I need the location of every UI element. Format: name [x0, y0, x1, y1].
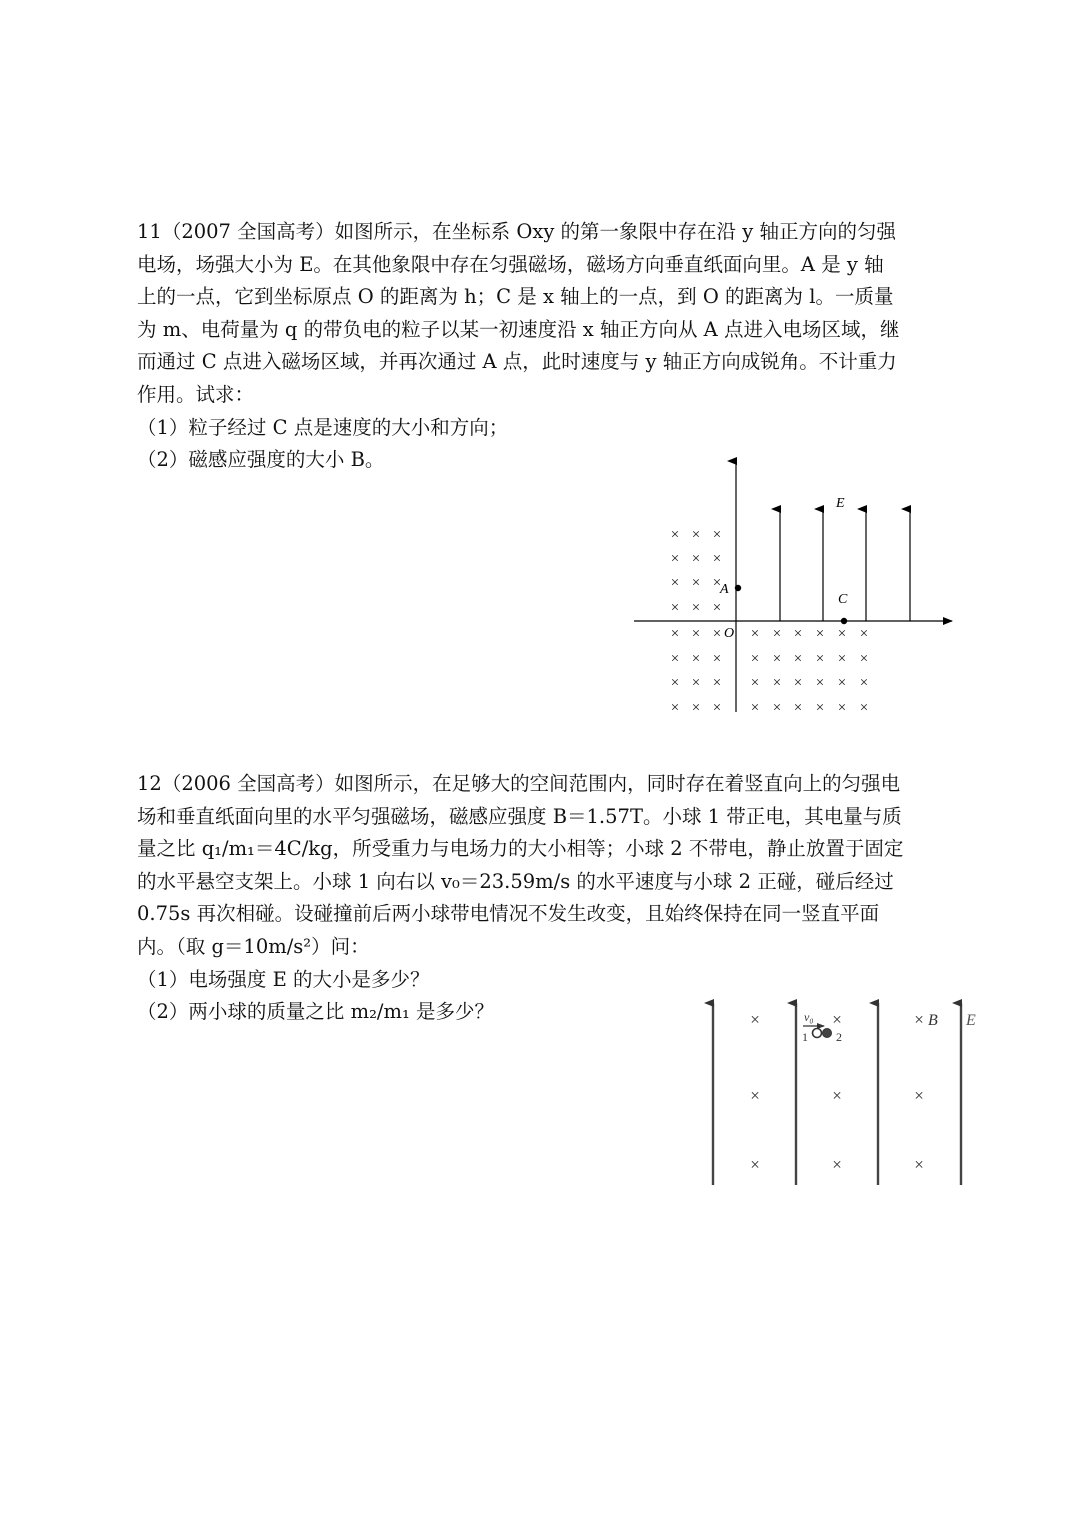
label-e: E	[966, 1012, 976, 1029]
magnetic-field-cross: ×	[691, 600, 701, 616]
magnetic-field-cross: ×	[750, 675, 760, 691]
problem-12-line: 内。（取 g＝10m/s²）问：	[137, 934, 370, 958]
magnetic-field-cross: ×	[793, 651, 803, 667]
magnetic-field-cross: ×	[914, 1010, 924, 1029]
magnetic-field-cross: ×	[691, 651, 701, 667]
magnetic-field-cross: ×	[691, 527, 701, 543]
magnetic-field-cross: ×	[837, 700, 847, 716]
magnetic-field-cross: ×	[859, 651, 869, 667]
magnetic-field-cross: ×	[815, 626, 825, 642]
magnetic-field-cross: ×	[670, 527, 680, 543]
magnetic-field-cross: ×	[793, 700, 803, 716]
magnetic-field-cross: ×	[914, 1155, 924, 1174]
magnetic-field-cross: ×	[750, 1010, 760, 1029]
magnetic-field-cross: ×	[837, 626, 847, 642]
label-o: O	[724, 626, 735, 641]
magnetic-field-cross: ×	[859, 675, 869, 691]
problem-11-question: （2）磁感应强度的大小 B。	[137, 448, 385, 472]
magnetic-field-cross: ×	[670, 700, 680, 716]
problem-12-text	[137, 768, 967, 1029]
magnetic-field-cross: ×	[712, 700, 722, 716]
problem-11-text	[137, 216, 967, 477]
magnetic-field-cross: ×	[691, 700, 701, 716]
magnetic-field-cross: ×	[712, 527, 722, 543]
label-e: E	[836, 496, 845, 511]
magnetic-field-cross: ×	[691, 626, 701, 642]
magnetic-field-cross: ×	[750, 700, 760, 716]
label-ball-1: 1	[802, 1030, 808, 1044]
problem-11-line: 为 m、电荷量为 q 的带负电的粒子以某一初速度沿 x 轴正方向从 A 点进入电场区域，继	[137, 317, 900, 341]
magnetic-field-cross: ×	[793, 626, 803, 642]
magnetic-field-cross: ×	[712, 575, 722, 591]
label-b: B	[928, 1012, 938, 1029]
magnetic-field-cross: ×	[793, 675, 803, 691]
magnetic-field-cross: ×	[691, 575, 701, 591]
magnetic-field-cross: ×	[670, 675, 680, 691]
magnetic-field-cross: ×	[750, 1086, 760, 1105]
problem-12-figure	[700, 995, 990, 1190]
problem-11-line: 电场，场强大小为 E。在其他象限中存在匀强磁场，磁场方向垂直纸面向里。A 是 y 轴	[137, 252, 884, 276]
magnetic-field-cross: ×	[832, 1155, 842, 1174]
magnetic-field-cross: ×	[670, 600, 680, 616]
magnetic-field-cross: ×	[712, 600, 722, 616]
label-ball-2: 2	[836, 1030, 842, 1044]
magnetic-field-cross: ×	[772, 700, 782, 716]
magnetic-field-cross: ×	[815, 675, 825, 691]
ball-1	[813, 1029, 822, 1038]
magnetic-field-cross: ×	[832, 1086, 842, 1105]
magnetic-field-cross: ×	[859, 626, 869, 642]
magnetic-field-cross: ×	[859, 700, 869, 716]
label-v0: v₀	[804, 1010, 814, 1024]
problem-11-figure	[630, 455, 960, 725]
magnetic-field-cross: ×	[772, 626, 782, 642]
problem-12-line: 0.75s 再次相碰。设碰撞前后两小球带电情况不发生改变，且始终保持在同一竖直平面	[137, 902, 880, 926]
problem-12-question: （1）电场强度 E 的大小是多少？	[137, 967, 430, 991]
magnetic-field-cross: ×	[837, 651, 847, 667]
magnetic-field-cross: ×	[670, 651, 680, 667]
problem-12-line: 量之比 q₁/m₁＝4C/kg，所受重力与电场力的大小相等；小球 2 不带电，静止放置于固定	[137, 837, 904, 861]
magnetic-field-cross: ×	[750, 651, 760, 667]
problem-12-line: 的水平悬空支架上。小球 1 向右以 v₀＝23.59m/s 的水平速度与小球 2 正碰，碰后经过	[137, 869, 894, 893]
magnetic-field-cross: ×	[750, 626, 760, 642]
problem-12-line: 场和垂直纸面向里的水平匀强磁场，磁感应强度 B＝1.57T。小球 1 带正电，其电量与质	[137, 804, 902, 828]
label-a: A	[720, 582, 729, 597]
magnetic-field-cross: ×	[691, 675, 701, 691]
magnetic-field-cross: ×	[712, 651, 722, 667]
magnetic-field-cross: ×	[832, 1010, 842, 1029]
magnetic-field-cross: ×	[691, 551, 701, 567]
problem-11-line: 作用。试求：	[137, 382, 255, 406]
magnetic-field-cross: ×	[750, 1155, 760, 1174]
magnetic-field-cross: ×	[670, 575, 680, 591]
magnetic-field-cross: ×	[712, 626, 722, 642]
magnetic-field-cross: ×	[837, 675, 847, 691]
problem-11-line: 11（2007 全国高考）如图所示，在坐标系 Oxy 的第一象限中存在沿 y 轴正方向的匀强	[137, 220, 896, 243]
problem-12-question: （2）两小球的质量之比 m₂/m₁ 是多少？	[137, 1000, 494, 1024]
magnetic-field-cross: ×	[914, 1086, 924, 1105]
problem-12-line: 12（2006 全国高考）如图所示，在足够大的空间范围内，同时存在着竖直向上的匀强电	[137, 772, 901, 795]
magnetic-field-cross: ×	[712, 675, 722, 691]
magnetic-field-cross: ×	[670, 551, 680, 567]
magnetic-field-cross: ×	[670, 626, 680, 642]
point-c	[841, 618, 847, 624]
magnetic-field-cross: ×	[712, 551, 722, 567]
ball-2	[823, 1029, 832, 1038]
magnetic-field-cross: ×	[815, 700, 825, 716]
magnetic-field-cross: ×	[772, 675, 782, 691]
magnetic-field-cross: ×	[772, 651, 782, 667]
problem-11-question: （1）粒子经过 C 点是速度的大小和方向；	[137, 415, 509, 439]
problem-11-line: 上的一点，它到坐标原点 O 的距离为 h；C 是 x 轴上的一点，到 O 的距离为 l。一质量	[137, 285, 894, 309]
magnetic-field-cross: ×	[815, 651, 825, 667]
point-a	[735, 585, 741, 591]
problem-11-line: 而通过 C 点进入磁场区域，并再次通过 A 点，此时速度与 y 轴正方向成锐角。不计重力	[137, 350, 897, 374]
label-c: C	[838, 592, 848, 607]
